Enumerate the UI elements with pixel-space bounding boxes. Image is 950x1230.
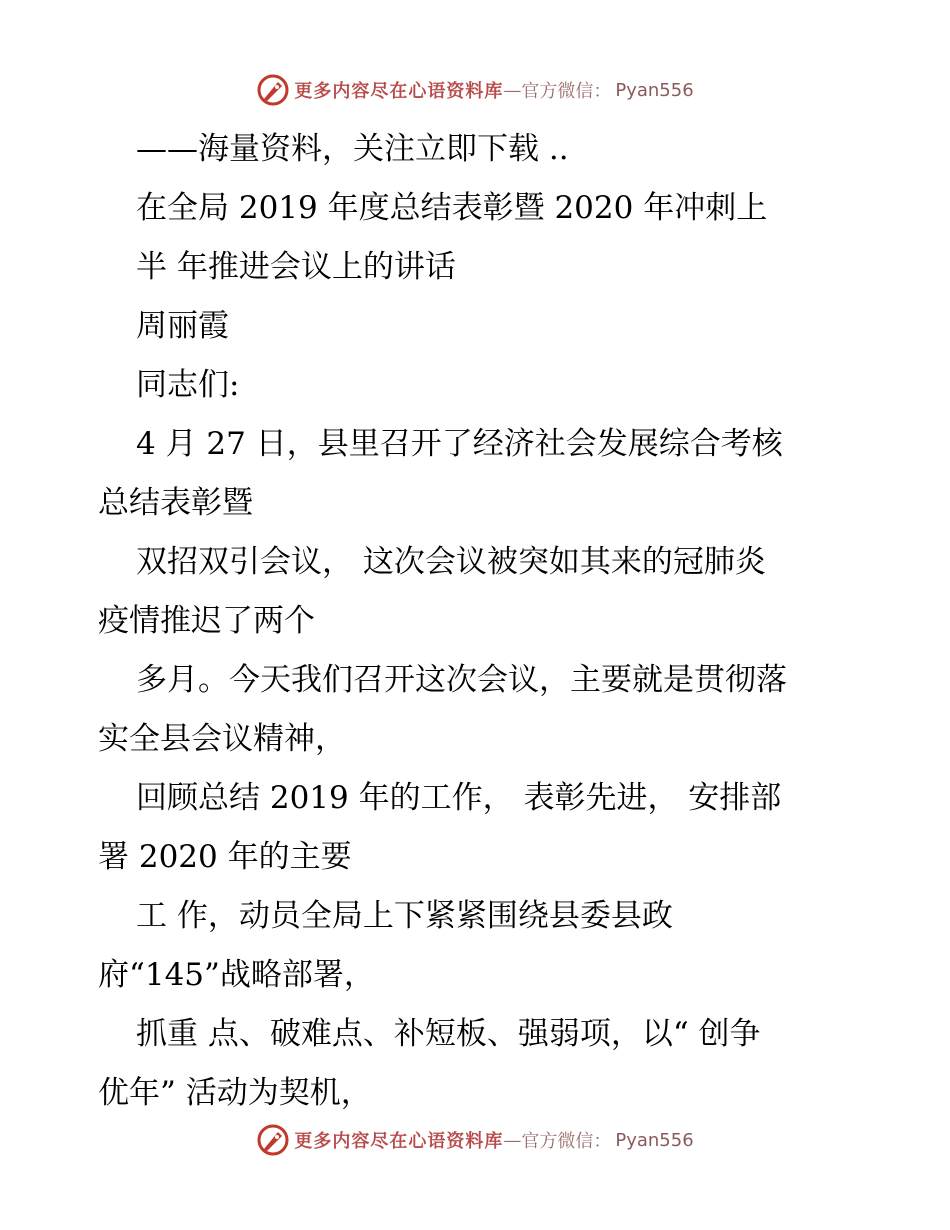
footer-banner	[0, 1120, 950, 1160]
header-brand-text: 更多内容尽在心语资料库	[294, 81, 504, 102]
body-line: 多月。今天我们召开这次会议，主要就是贯彻落	[136, 662, 787, 698]
header-banner	[0, 70, 950, 110]
pen-nib-logo-icon	[256, 73, 290, 107]
body-line: 抓重 点、破难点、补短板、强弱项，以“ 创争	[136, 1016, 761, 1052]
body-line: 工 作，动员全局上下紧紧围绕县委县政	[136, 898, 673, 934]
header-wechat-label: 官方微信：	[521, 81, 612, 102]
body-line: 实全县会议精神，	[98, 721, 346, 757]
header-dash: —	[503, 79, 522, 101]
body-line: ——海量资料，关注立即下载 ..	[136, 131, 569, 167]
body-line: 府“145”战略部署，	[98, 957, 375, 993]
body-line: 在全局 2019 年度总结表彰暨 2020 年冲刺上	[136, 190, 768, 226]
footer-wechat-id: Pyan556	[615, 1129, 694, 1151]
body-line: 疫情推迟了两个	[98, 603, 315, 639]
body-line: 优年” 活动为契机，	[98, 1075, 372, 1111]
body-line: 双招双引会议， 这次会议被突如其来的冠肺炎	[136, 544, 766, 580]
author-name: 周丽霞	[136, 308, 229, 344]
body-line: 半 年推进会议上的讲话	[136, 249, 456, 285]
footer-wechat-label: 官方微信：	[521, 1131, 612, 1152]
header-wechat-id: Pyan556	[615, 79, 694, 101]
footer-brand-text: 更多内容尽在心语资料库	[294, 1131, 504, 1152]
document-body	[98, 120, 858, 1123]
body-line: 回顾总结 2019 年的工作， 表彰先进， 安排部	[136, 780, 782, 816]
body-line: 总结表彰暨	[98, 485, 253, 521]
pen-nib-logo-icon	[256, 1123, 290, 1157]
footer-dash: —	[503, 1129, 522, 1151]
salutation: 同志们:	[136, 367, 240, 403]
body-line: 署 2020 年的主要	[98, 839, 352, 875]
body-line: 4 月 27 日，县里召开了经济社会发展综合考核	[136, 426, 783, 462]
